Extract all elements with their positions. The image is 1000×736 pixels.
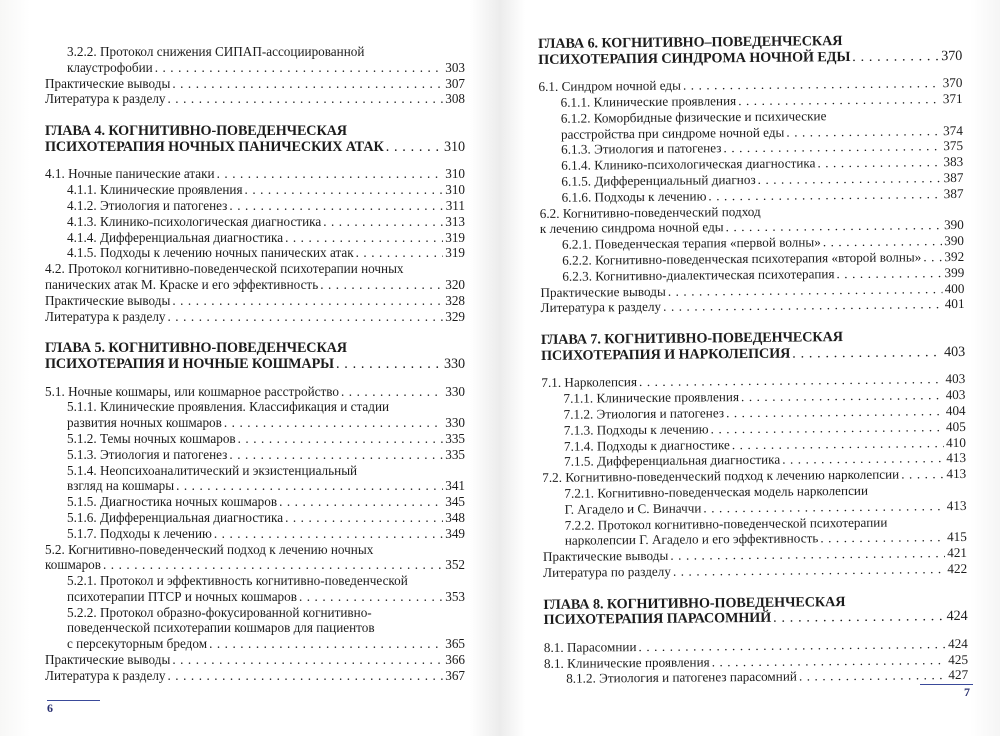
toc-entry-title: 7.1.3. Подходы к лечению [563,421,709,438]
toc-chapter-heading [543,594,967,629]
toc-entry-title: психотерапии ПТСР и ночных кошмаров [67,588,297,604]
toc-entry [45,245,465,261]
toc-line [67,510,465,526]
toc-entry [45,573,465,605]
toc-page-number: 341 [445,478,465,494]
toc-entry-title: 7.1.4. Подходы к диагностике [563,436,730,454]
toc-line [45,140,465,156]
toc-page-number: 320 [445,276,465,292]
dot-leader [207,636,443,652]
toc-entry-title: 8.1. Клинические проявления [543,654,710,671]
toc-page-number: 370 [941,47,963,64]
toc-entry-title: Практические выводы [45,652,171,668]
toc-page-number: 400 [944,280,965,296]
toc-entry [45,44,465,76]
toc-entry-title: Практические выводы [540,283,666,300]
toc-line [543,561,967,581]
toc-entry [540,201,964,237]
folio-rule-left [47,700,100,701]
toc-entry [45,447,465,463]
dot-leader [321,214,443,230]
toc-entry-title: 6.1.2. Коморбидные физические и психические [560,108,827,126]
toc-entry-title: 6.2.1. Поведенческая терапия «первой волны» [561,234,821,252]
dot-leader [243,182,444,198]
dot-leader [215,166,444,182]
toc-entry [45,182,465,198]
toc-entry [45,214,465,230]
toc-entry [45,542,465,574]
toc-page-number: 422 [947,560,968,576]
dot-leader [784,123,941,140]
toc-page-number: 371 [942,90,963,107]
toc-page-number: 387 [943,169,964,186]
toc-entry [45,526,465,542]
toc-entry [45,198,465,214]
toc-entry-title: клаустрофобии [67,59,153,75]
toc-entry-title: Г. Агадело и С. Виначчи [564,500,702,517]
toc-entry-title: ПСИХОТЕРАПИЯ НОЧНЫХ ПАНИЧЕСКИХ АТАК [45,138,384,155]
dot-leader [166,668,444,684]
toc-page-number: 311 [445,197,465,213]
dot-leader [797,668,947,685]
toc-entry-title: 5.1.1. Клинические проявления. Классификация и стадии [67,399,390,415]
toc-chapter-heading [45,124,465,155]
toc-entry-title: 4.1.1. Клинические проявления [67,182,243,198]
toc-entry-title: 5.2.1. Протокол и эффективность когнитивно-поведенческой [67,573,408,589]
toc-entry-title: Практические выводы [45,292,171,308]
toc-page-number: 390 [944,233,965,249]
dot-leader [170,652,443,668]
page-number-left: 6 [47,701,53,715]
toc-entry-title: 5.1. Ночные кошмары, или кошмарное расстройство [45,383,340,399]
toc-line [541,296,965,316]
toc-line [67,478,465,494]
toc-line [45,557,465,573]
dot-leader [821,233,943,250]
toc-entry [45,261,465,293]
toc-entry [45,293,465,309]
toc-page-number: 335 [445,430,465,446]
toc-line [45,91,465,107]
toc-page-number: 401 [944,296,965,312]
toc-line [67,245,465,261]
toc-page-number: 366 [445,652,465,668]
toc-entry-title: Практические выводы [542,547,669,565]
toc-page-number: 390 [943,217,964,233]
toc-entry [45,605,465,652]
dot-leader [921,249,942,265]
toc-entry-title: 7.1.2. Этиология и патогенез [563,405,725,422]
toc-chapter-heading [541,329,965,364]
toc-page-number: 308 [445,91,465,107]
toc-line [67,230,465,246]
toc-line [45,384,465,400]
dot-leader [756,170,942,188]
toc-entry [45,399,465,431]
toc-entry-title: 6.1.6. Подходы к лечению [561,188,707,205]
toc-page-left [45,44,465,684]
toc-entry-title: ПСИХОТЕРАПИЯ И НАРКОЛЕПСИЯ [540,345,791,364]
dot-leader [170,76,443,92]
toc-page-number: 310 [444,138,465,155]
toc-entry-title: 7.2.1. Когнитивно-поведенческая модель нарколепсии [564,482,869,501]
toc-page-number: 335 [445,446,465,462]
toc-page-number: 330 [444,355,465,372]
toc-entry-title: ПСИХОТЕРАПИЯ ПАРАСОМНИЙ [543,610,772,629]
toc-entry-title: ГЛАВА 5. КОГНИТИВНО-ПОВЕДЕНЧЕСКАЯ [45,340,347,357]
toc-line [67,198,465,214]
toc-entry [45,230,465,246]
toc-entry-title: поведенческой психотерапии кошмаров для пациентов [67,620,375,636]
toc-line [67,182,465,198]
page-number-right: 7 [964,685,970,699]
toc-entry [539,107,963,143]
toc-page-number: 425 [948,651,969,667]
toc-entry-title: ГЛАВА 7. КОГНИТИВНО-ПОВЕДЕНЧЕСКАЯ [540,329,843,349]
toc-page-number: 310 [445,166,465,182]
toc-page-number: 330 [445,383,465,399]
toc-line [45,668,465,684]
toc-entry [45,494,465,510]
toc-page-number: 413 [946,497,967,513]
toc-page-number: 328 [445,292,465,308]
toc-line [45,293,465,309]
toc-page-number: 307 [445,75,465,91]
toc-line [45,309,465,325]
toc-page-number: 345 [445,494,465,510]
toc-entry-title: 6.1.4. Клинико-психологическая диагностика [561,155,816,173]
toc-entry-title: ГЛАВА 6. КОГНИТИВНО–ПОВЕДЕНЧЕСКАЯ [537,33,843,52]
toc-page-number: 329 [445,308,465,324]
toc-entry-title: взгляд на кошмары [67,478,175,494]
toc-line [45,341,465,357]
toc-entry-title: Литература по разделу [543,563,671,580]
toc-entry [45,384,465,400]
toc-entry-title: ГЛАВА 8. КОГНИТИВНО-ПОВЕДЕНЧЕСКАЯ [543,593,846,613]
toc-entry [45,510,465,526]
dot-leader [318,277,443,293]
dot-leader [354,245,444,261]
dot-leader [736,91,941,109]
toc-entry-title: 7.1.5. Дифференциальная диагностика [564,452,781,470]
toc-page-number: 375 [943,138,964,154]
dot-leader [850,49,939,65]
toc-entry-title: 6.2.3. Когнитивно-диалектическая психотерапия [562,265,835,284]
toc-entry-title: 6.1.5. Дифференциальный диагноз [561,171,756,189]
toc-line [67,431,465,447]
toc-page-number: 427 [948,667,969,683]
dot-leader [297,589,443,605]
toc-line [538,49,962,69]
toc-entry [45,76,465,92]
toc-page-number: 403 [943,343,966,360]
toc-entry-title: Литература к разделу [45,91,166,107]
toc-page-number: 365 [445,636,465,652]
toc-line [566,667,968,687]
toc-entry [45,166,465,182]
toc-entry-title: ПСИХОТЕРАПИЯ И НОЧНЫЕ КОШМАРЫ [45,355,334,372]
toc-line [45,261,465,277]
toc-page-number: 374 [943,122,963,138]
toc-line [67,573,465,589]
toc-line [67,463,465,479]
toc-page-number: 319 [445,229,465,245]
toc-page-number: 367 [445,667,465,683]
toc-line [541,345,965,365]
toc-entry-title: 3.2.2. Протокол снижения СИПАП-ассоциированной [67,44,365,59]
dot-leader [706,186,942,204]
toc-entry [543,561,967,581]
toc-entry-title: 4.1. Ночные панические атаки [45,166,215,182]
toc-line [45,166,465,182]
dot-leader [153,60,444,76]
dot-leader [277,494,443,510]
toc-line [67,44,465,60]
toc-page-number: 310 [445,182,465,198]
toc-entry [45,652,465,668]
toc-entry [541,296,965,316]
toc-line [67,636,465,652]
dot-leader [283,510,443,526]
toc-page-number: 303 [445,59,465,75]
toc-line [67,526,465,542]
dot-leader [170,293,443,309]
toc-page-number: 349 [445,525,465,541]
toc-page-number: 415 [946,529,967,545]
toc-page-number: 353 [445,588,465,604]
toc-page-number: 392 [944,248,965,265]
toc-entry-title: ПСИХОТЕРАПИЯ СИНДРОМА НОЧНОЙ ЕДЫ [538,48,851,68]
toc-page-right [538,33,968,687]
toc-entry-title: 5.2.2. Протокол образно-фокусированной когнитивно- [67,604,372,620]
toc-entry [45,91,465,107]
dot-leader [227,447,443,463]
toc-entry-title: с персекуторным бредом [67,636,208,652]
toc-entry-title: Литература к разделу [45,667,166,683]
dot-leader [384,140,442,156]
toc-line [67,399,465,415]
toc-entry-title: 6.2.2. Когнитивно-поведенческая психотерапия «второй волны» [562,249,922,268]
toc-line [67,60,465,76]
toc-page-number: 313 [445,213,465,229]
toc-entry-title: 6.1.3. Этиология и патогенез [561,140,722,158]
toc-chapter-heading [45,341,465,372]
toc-line [45,357,465,373]
toc-entry-title: кошмаров [45,557,102,573]
dot-leader [790,345,942,362]
toc-line [67,214,465,230]
toc-entry [45,431,465,447]
toc-page-number: 399 [944,264,965,280]
toc-line [45,652,465,668]
toc-page-number: 424 [946,608,968,625]
dot-leader [334,357,442,373]
toc-page-number: 352 [445,557,465,573]
dot-leader [166,309,444,325]
toc-entry-title: развития ночных кошмаров [67,415,222,431]
toc-entry-title: 5.1.6. Дифференциальная диагностика [67,509,284,525]
toc-entry-title: 4.1.2. Этиология и патогенез [67,197,228,213]
toc-entry-title: 5.1.2. Темы ночных кошмаров [67,430,236,446]
toc-entry-title: к лечению синдрома ночной еды [539,219,724,237]
toc-page-number: 405 [945,418,966,434]
toc-page-number: 410 [946,434,966,450]
dot-leader [101,557,443,573]
toc-page-number: 403 [945,387,966,403]
toc-page-number: 370 [942,75,963,91]
toc-entry-title: ГЛАВА 4. КОГНИТИВНО-ПОВЕДЕНЧЕСКАЯ [45,123,347,140]
toc-entry-title: Практические выводы [45,75,171,91]
dot-leader [834,265,942,282]
toc-entry-title: 5.1.3. Этиология и патогенез [67,446,228,462]
toc-chapter-heading [538,33,962,68]
toc-line [45,76,465,92]
toc-page-number: 413 [946,466,967,482]
toc-line [67,494,465,510]
dot-leader [166,91,444,107]
toc-entry-title: 8.1. Парасомнии [543,638,637,655]
dot-leader [174,478,443,494]
toc-entry-title: 5.1.7. Подходы к лечению [67,525,212,541]
toc-entry-title: 7.2. Когнитивно-поведенческий подход к лечению нарколепсии [542,466,900,486]
toc-entry-title: Литература к разделу [45,308,166,324]
toc-line [45,124,465,140]
dot-leader [815,154,941,171]
toc-entry-title: 7.2.2. Протокол когнитивно-поведенческой психотерапии [564,514,888,533]
toc-entry [544,667,968,687]
dot-leader [339,384,443,400]
dot-leader [899,466,944,482]
toc-entry-title: 6.1.1. Клинические проявления [560,93,737,110]
toc-entry-title: 6.2. Когнитивно-поведенческий подход [539,203,761,221]
toc-line [67,620,465,636]
dot-leader [661,296,943,315]
toc-entry-title: 5.1.5. Диагностика ночных кошмаров [67,494,278,510]
toc-entry-title: 5.2. Когнитивно-поведенческий подход к лечению ночных [45,541,374,557]
toc-entry [543,513,967,549]
toc-page-number: 348 [445,509,465,525]
toc-page-number: 330 [445,415,465,431]
toc-page-number: 383 [943,154,964,170]
dot-leader [212,526,443,542]
toc-page-number: 387 [943,185,964,201]
toc-entry-title: панических атак М. Краске и его эффективность [45,276,319,292]
toc-entry-title: 6.1. Синдром ночной еды [538,77,682,95]
toc-entry-title: 7.1.1. Клинические проявления [563,389,740,406]
toc-page-number: 319 [445,245,465,261]
toc-page-number: 413 [946,450,967,466]
dot-leader [283,230,443,246]
dot-leader [222,415,443,431]
toc-line [544,609,968,629]
toc-entry-title: расстройства при синдроме ночной еды [560,124,785,142]
toc-page-number: 403 [945,371,966,387]
toc-entry [45,309,465,325]
dot-leader [771,609,945,626]
toc-line [67,589,465,605]
dot-leader [818,529,945,546]
toc-entry-title: 4.1.3. Клинико-психологическая диагностика [67,213,322,229]
toc-entry-title: 4.1.5. Подходы к лечению ночных панических атак [67,245,354,261]
toc-page-number: 404 [945,402,966,419]
dot-leader [671,561,946,579]
dot-leader [236,431,444,447]
dot-leader [780,450,944,467]
toc-page-number: 424 [947,635,968,651]
toc-line [67,605,465,621]
toc-entry-title: 4.2. Протокол когнитивно-поведенческой психотерапии ночных [45,261,404,277]
dot-leader [701,498,944,516]
toc-entry-title: нарколепсии Г. Агадело и его эффективность [564,530,819,549]
toc-line [45,277,465,293]
toc-line [45,542,465,558]
toc-entry-title: Литература к разделу [540,299,662,316]
toc-entry-title: 7.1. Нарколепсия [541,374,638,391]
toc-entry-title: 8.1.2. Этиология и патогенез парасомний [566,669,797,687]
toc-entry [542,482,966,518]
toc-entry-title: 5.1.4. Неопсихоаналитический и экзистенциальный [67,462,358,478]
toc-line [67,447,465,463]
toc-entry-title: 4.1.4. Дифференциальная диагностика [67,229,284,245]
toc-line [67,415,465,431]
dot-leader [227,198,443,214]
toc-entry [45,463,465,495]
toc-page-number: 421 [947,545,968,561]
toc-entry [45,668,465,684]
